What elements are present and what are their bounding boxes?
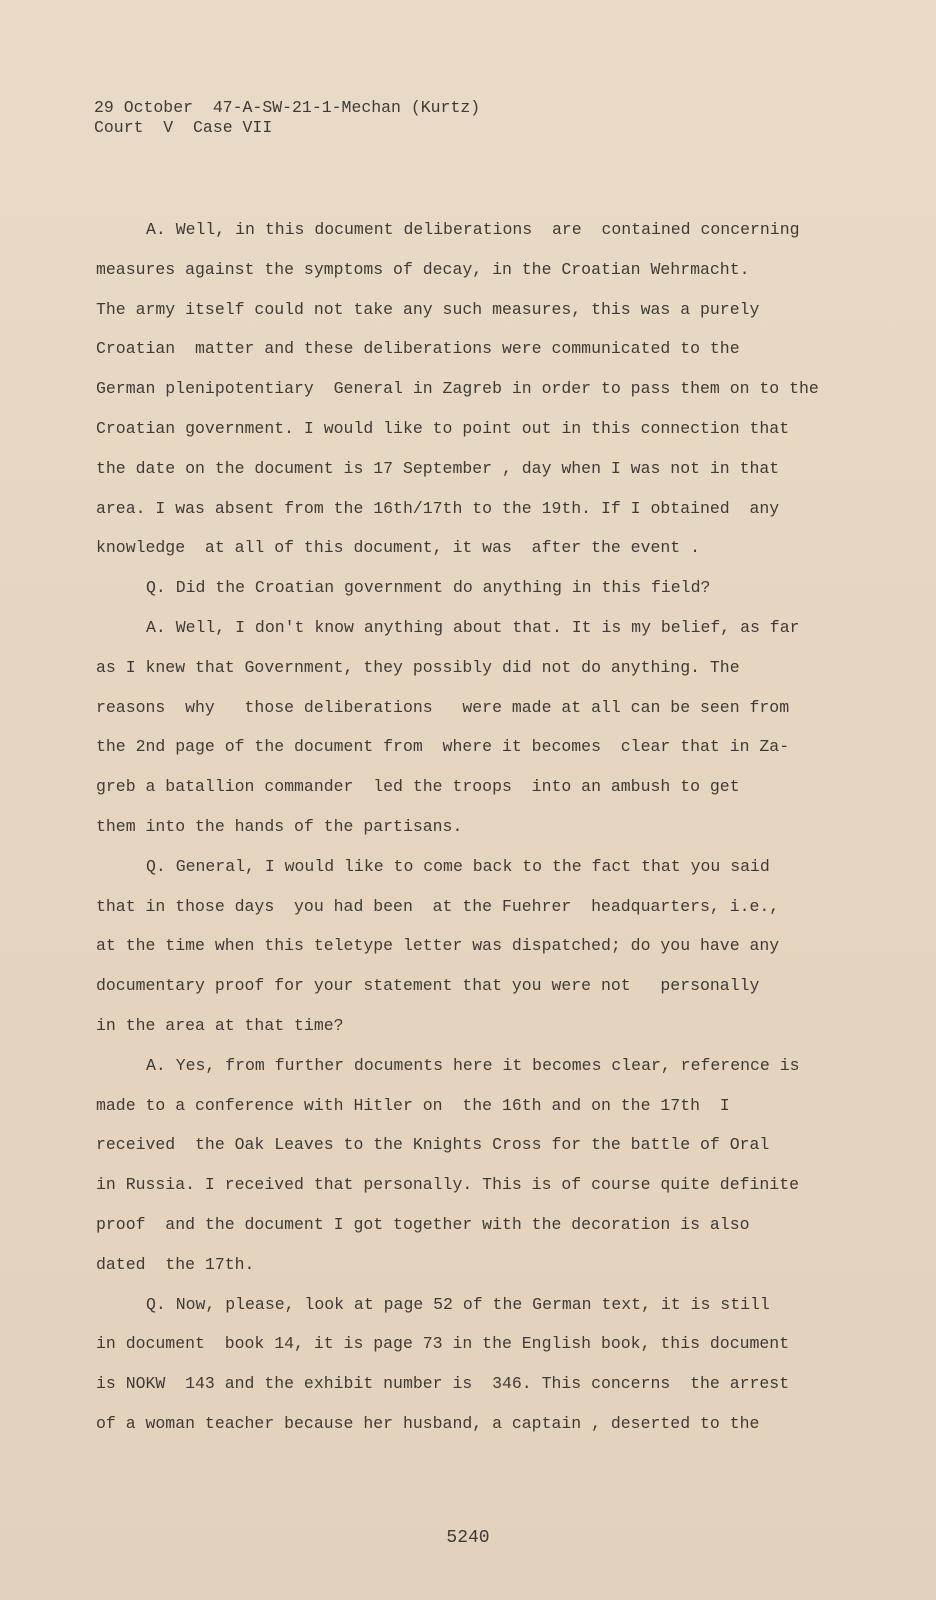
text-line: dated the 17th. <box>96 1254 255 1274</box>
text-line: measures against the symptoms of decay, in the Croatian Wehrmacht. <box>96 259 750 279</box>
testimony-text <box>96 210 846 1444</box>
document-header <box>94 98 480 138</box>
text-line: A. Well, in this document deliberations are contained concerning <box>146 220 800 239</box>
text-line: A. Yes, from further documents here it becomes clear, reference is <box>146 1055 800 1075</box>
text-line: documentary proof for your statement that you were not personally <box>96 976 760 996</box>
text-line: Q. Did the Croatian government do anything in this field? <box>146 578 711 598</box>
text-line: them into the hands of the partisans. <box>96 816 463 836</box>
text-line: the 2nd page of the document from where it becomes clear that in Za- <box>96 737 790 757</box>
text-line: area. I was absent from the 16th/17th to the 19th. If I obtained any <box>96 498 780 518</box>
text-line: in document book 14, it is page 73 in the English book, this document <box>96 1334 790 1354</box>
text-line: proof and the document I got together with the decoration is also <box>96 1214 750 1234</box>
text-line: Q. General, I would like to come back to the fact that you said <box>146 856 770 876</box>
text-line: in Russia. I received that personally. This is of course quite definite <box>96 1175 800 1195</box>
text-line: of a woman teacher because her husband, a captain , deserted to the <box>96 1413 760 1433</box>
text-line: the date on the document is 17 September , day when I was not in that <box>96 458 780 478</box>
text-line: Croatian matter and these deliberations were communicated to the <box>96 339 740 359</box>
text-line: made to a conference with Hitler on the 16th and on the 17th I <box>96 1095 730 1115</box>
text-line: as I knew that Government, they possibly did not do anything. The <box>96 657 740 677</box>
text-line: received the Oak Leaves to the Knights Cross for the battle of Oral <box>96 1135 770 1155</box>
text-line: that in those days you had been at the Fuehrer headquarters, i.e., <box>96 896 780 916</box>
text-line: greb a batallion commander led the troops into an ambush to get <box>96 777 740 797</box>
header-line-2: Court V Case VII <box>94 118 273 137</box>
text-line: knowledge at all of this document, it was after the event . <box>96 538 700 558</box>
page-number: 5240 <box>446 1528 490 1548</box>
text-line: The army itself could not take any such measures, this was a purely <box>96 299 760 319</box>
text-line: reasons why those deliberations were made at all can be seen from <box>96 697 790 717</box>
text-line: at the time when this teletype letter was dispatched; do you have any <box>96 936 780 956</box>
text-line: in the area at that time? <box>96 1015 344 1035</box>
text-line: A. Well, I don't know anything about that. It is my belief, as far <box>146 617 800 637</box>
header-line-1: 29 October 47-A-SW-21-1-Mechan (Kurtz) <box>94 98 481 117</box>
text-line: German plenipotentiary General in Zagreb in order to pass them on to the <box>96 379 819 399</box>
text-line: Croatian government. I would like to point out in this connection that <box>96 418 790 438</box>
text-line: is NOKW 143 and the exhibit number is 346. This concerns the arrest <box>96 1374 790 1394</box>
text-line: Q. Now, please, look at page 52 of the German text, it is still <box>146 1294 770 1314</box>
